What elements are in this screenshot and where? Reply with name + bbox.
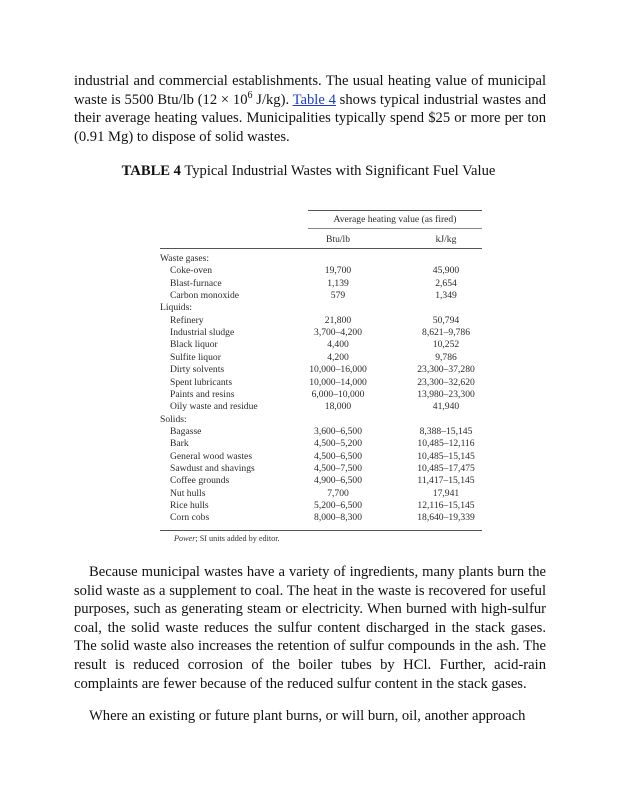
row-btu-value: 4,400 (327, 339, 349, 351)
group-header: Average heating value (as fired) (333, 214, 457, 225)
row-btu-value: 5,200–6,500 (314, 500, 362, 511)
row-label: Rice hulls (170, 500, 209, 511)
row-label: Sawdust and shavings (170, 462, 255, 474)
footnote-text: ; SI units added by editor. (195, 534, 280, 543)
row-kj-value: 41,940 (432, 401, 460, 413)
intro-text-b: J/kg). (252, 91, 293, 108)
row-label: Waste gases: (160, 253, 210, 264)
row-kj-value: 9,786 (435, 351, 457, 363)
row-label: Bark (170, 438, 189, 450)
table-row (160, 401, 482, 413)
row-label: Industrial sludge (170, 327, 235, 339)
table-rule-bottom (160, 530, 482, 531)
row-kj-value: 10,252 (432, 339, 460, 351)
table-row (160, 426, 482, 438)
table-row (160, 327, 482, 339)
row-btu-value: 4,500–7,500 (314, 462, 362, 474)
intro-text-a: industrial and commercial establishments. The usual heating value of municipal waste is 5500 Btu/lb (12 × 10 (74, 73, 546, 108)
row-kj-value: 11,417–15,145 (417, 475, 475, 487)
table-row (160, 438, 482, 450)
row-label: Black liquor (170, 339, 218, 351)
table-row (160, 302, 482, 314)
row-kj-value: 12,116–15,145 (417, 500, 475, 511)
row-btu-value: 579 (330, 290, 346, 302)
row-label: Coke-oven (170, 265, 213, 277)
table-footnote (174, 534, 280, 543)
table-caption-label: TABLE 4 (121, 163, 181, 179)
row-btu-value: 19,700 (324, 265, 352, 277)
row-kj-value: 18,640–19,339 (417, 512, 475, 524)
row-label: Coffee grounds (170, 475, 230, 487)
table-caption-title: Typical Industrial Wastes with Significant Fuel Value (180, 163, 496, 179)
row-label: Solids: (160, 413, 187, 425)
footnote-source: Power (174, 534, 196, 543)
table-row (160, 290, 482, 302)
table-rule-mid (308, 228, 482, 229)
row-kj-value: 2,654 (435, 277, 457, 289)
row-kj-value: 23,300–37,280 (417, 364, 475, 376)
body-paragraph-2: Where an existing or future plant burns, or will burn, oil, another approach (89, 708, 526, 724)
intro-paragraph (74, 72, 546, 146)
row-kj-value: 23,300–32,620 (417, 376, 475, 388)
table-row (160, 253, 482, 265)
row-btu-value: 10,000–16,000 (309, 364, 367, 376)
row-kj-value: 10,485–17,475 (417, 462, 475, 474)
row-btu-value: 4,500–6,500 (314, 450, 362, 462)
row-label: Paints and resins (170, 388, 235, 400)
table-row (160, 278, 482, 290)
row-label: Carbon monoxide (170, 290, 240, 302)
row-btu-value: 4,200 (327, 351, 349, 363)
row-btu-value: 3,600–6,500 (314, 425, 362, 437)
table-row (160, 377, 482, 389)
row-label: Blast-furnace (170, 277, 222, 289)
row-btu-value: 7,700 (327, 487, 349, 499)
table-rule-top (308, 210, 482, 211)
table-row (160, 488, 482, 500)
table-row (160, 512, 482, 524)
row-btu-value: 4,900–6,500 (314, 475, 362, 487)
row-btu-value: 6,000–10,000 (311, 388, 365, 400)
row-label: General wood wastes (170, 450, 253, 462)
table-row (160, 451, 482, 463)
row-kj-value: 17,941 (432, 487, 460, 499)
table-4-link[interactable]: Table 4 (292, 91, 336, 108)
row-kj-value: 45,900 (432, 265, 460, 277)
row-kj-value: 8,388–15,145 (419, 425, 473, 437)
row-kj-value: 10,485–15,145 (417, 450, 475, 462)
row-label: Liquids: (160, 302, 192, 314)
row-btu-value: 3,700–4,200 (314, 327, 362, 339)
table-row (160, 475, 482, 487)
row-label: Nut hulls (170, 487, 206, 499)
body-paragraph-1: Because municipal wastes have a variety of ingredients, many plants burn the solid waste as a supplement to coal. The heat in the waste is recovered for useful purposes, such as generating steam or electricity. When burned with high-sulfur coal, the solid waste reduces the sulfur content discharged in the stack gases. The solid waste also increases the retention of sulfur compounds in the ash. The result is reduced corrosion of the boiler tubes by HCl. Further, acid-rain complaints are fewer because of the reduced sulfur content in the stack gases. (74, 564, 546, 692)
table-row (160, 352, 482, 364)
table-row (160, 315, 482, 327)
table-row (160, 265, 482, 277)
row-label: Dirty solvents (170, 364, 225, 376)
row-btu-value: 10,000–14,000 (309, 376, 367, 388)
table-row (160, 339, 482, 351)
intro-text-c: shows typical industrial wastes and their average heating values. Municipalities typically spend $25 or more per ton (0.91 Mg) to dispose of solid wastes. (74, 91, 546, 145)
row-kj-value: 10,485–12,116 (417, 438, 475, 450)
row-btu-value: 8,000–8,300 (314, 512, 362, 524)
table-caption (0, 163, 617, 180)
table-row (160, 414, 482, 426)
row-btu-value: 1,139 (327, 277, 349, 289)
table-row (160, 389, 482, 401)
row-kj-value: 13,980–23,300 (417, 388, 475, 400)
exponent: 6 (247, 89, 253, 101)
column-header-btu: Btu/lb (326, 234, 350, 245)
table-row (160, 463, 482, 475)
row-btu-value: 21,800 (324, 314, 352, 326)
row-label: Oily waste and residue (170, 401, 258, 413)
row-kj-value: 50,794 (432, 314, 460, 326)
row-label: Sulfite liquor (170, 351, 221, 363)
row-label: Refinery (170, 314, 204, 326)
table-row (160, 500, 482, 512)
column-header-kj: kJ/kg (435, 234, 457, 245)
row-label: Spent lubricants (170, 376, 233, 388)
table-row (160, 364, 482, 376)
table-rule-header-bottom (160, 248, 482, 249)
row-btu-value: 18,000 (324, 401, 352, 413)
row-btu-value: 4,500–5,200 (314, 438, 362, 450)
row-kj-value: 8,621–9,786 (422, 327, 470, 339)
row-label: Bagasse (170, 425, 202, 437)
row-label: Corn cobs (170, 512, 210, 524)
row-kj-value: 1,349 (435, 290, 457, 302)
